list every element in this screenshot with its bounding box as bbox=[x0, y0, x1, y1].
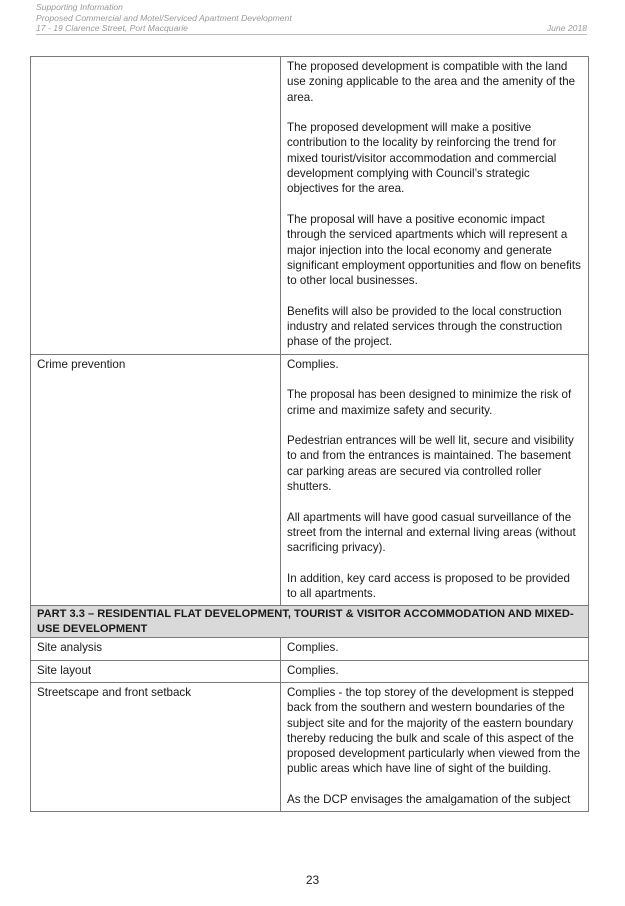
row-label: Site analysis bbox=[31, 638, 281, 660]
page-number: 23 bbox=[305, 873, 320, 887]
assessment-paragraph: Benefits will also be provided to the local construction industry and related services through the construction phase of the project. bbox=[287, 304, 563, 349]
header-title: Supporting Information bbox=[36, 2, 123, 12]
assessment-paragraph: The proposal has been designed to minimize the risk of crime and maximize safety and security. bbox=[287, 388, 572, 417]
table-row bbox=[31, 354, 589, 606]
row-label: Streetscape and front setback bbox=[31, 682, 281, 811]
header-project: Proposed Commercial and Motel/Serviced Apartment Development bbox=[36, 12, 292, 23]
table-row bbox=[31, 638, 589, 660]
compliance-table bbox=[30, 56, 589, 812]
assessment-paragraph: The proposed development is compatible with the land use zoning applicable to the area and the amenity of the area. bbox=[287, 60, 576, 104]
page-header bbox=[36, 2, 587, 34]
assessment-paragraph: Pedestrian entrances will be well lit, secure and visibility to and from the entrances is maintained. The basement car parking areas are secured via controlled roller shutters. bbox=[287, 434, 574, 494]
assessment-paragraph: As the DCP envisages the amalgamation of the subject bbox=[287, 793, 571, 807]
assessment-paragraph: The proposed development will make a positive contribution to the locality by reinforcing the trend for mixed tourist/visitor accommodation and commercial development complying with Council’s strategic objectives for the area. bbox=[287, 121, 557, 196]
assessment-paragraph: All apartments will have good casual surveillance of the street from the internal and external living areas (without sacrificing privacy). bbox=[287, 510, 576, 555]
table-row bbox=[31, 57, 589, 355]
row-assessment bbox=[281, 354, 589, 606]
header-divider bbox=[36, 34, 587, 35]
assessment-paragraph: Complies. bbox=[287, 641, 339, 655]
row-assessment bbox=[281, 660, 589, 682]
row-label: Site layout bbox=[31, 660, 281, 682]
header-address-row bbox=[36, 23, 587, 34]
row-label bbox=[31, 57, 281, 355]
section-heading-row bbox=[31, 606, 589, 638]
assessment-paragraph: Complies. bbox=[287, 357, 339, 371]
assessment-paragraph: Complies - the top storey of the development is stepped back from the southern and western boundaries of the subject site and for the majority of the eastern boundary thereby reducing the bulk and scale of this aspect of the proposed development particularly when viewed from the public areas which have line of sight of the building. bbox=[287, 685, 581, 776]
section-heading: PART 3.3 – RESIDENTIAL FLAT DEVELOPMENT, TOURIST & VISITOR ACCOMMODATION AND MIXED-USE DEVELOPMENT bbox=[31, 606, 589, 638]
row-assessment bbox=[281, 638, 589, 660]
assessment-paragraph: Complies. bbox=[287, 663, 339, 677]
row-assessment bbox=[281, 682, 589, 811]
assessment-paragraph: The proposal will have a positive economic impact through the serviced apartments which will represent a major injection into the local economy and generate significant employment opportunities and flow on benefits to other local businesses. bbox=[287, 212, 581, 288]
row-assessment bbox=[281, 57, 589, 355]
row-label: Crime prevention bbox=[31, 354, 281, 606]
table-row bbox=[31, 660, 589, 682]
header-address: 17 - 19 Clarence Street, Port Macquarie bbox=[36, 23, 188, 34]
assessment-paragraph: In addition, key card access is proposed to be provided to all apartments. bbox=[287, 571, 570, 601]
header-date: June 2018 bbox=[546, 23, 587, 34]
table-row bbox=[31, 682, 589, 811]
